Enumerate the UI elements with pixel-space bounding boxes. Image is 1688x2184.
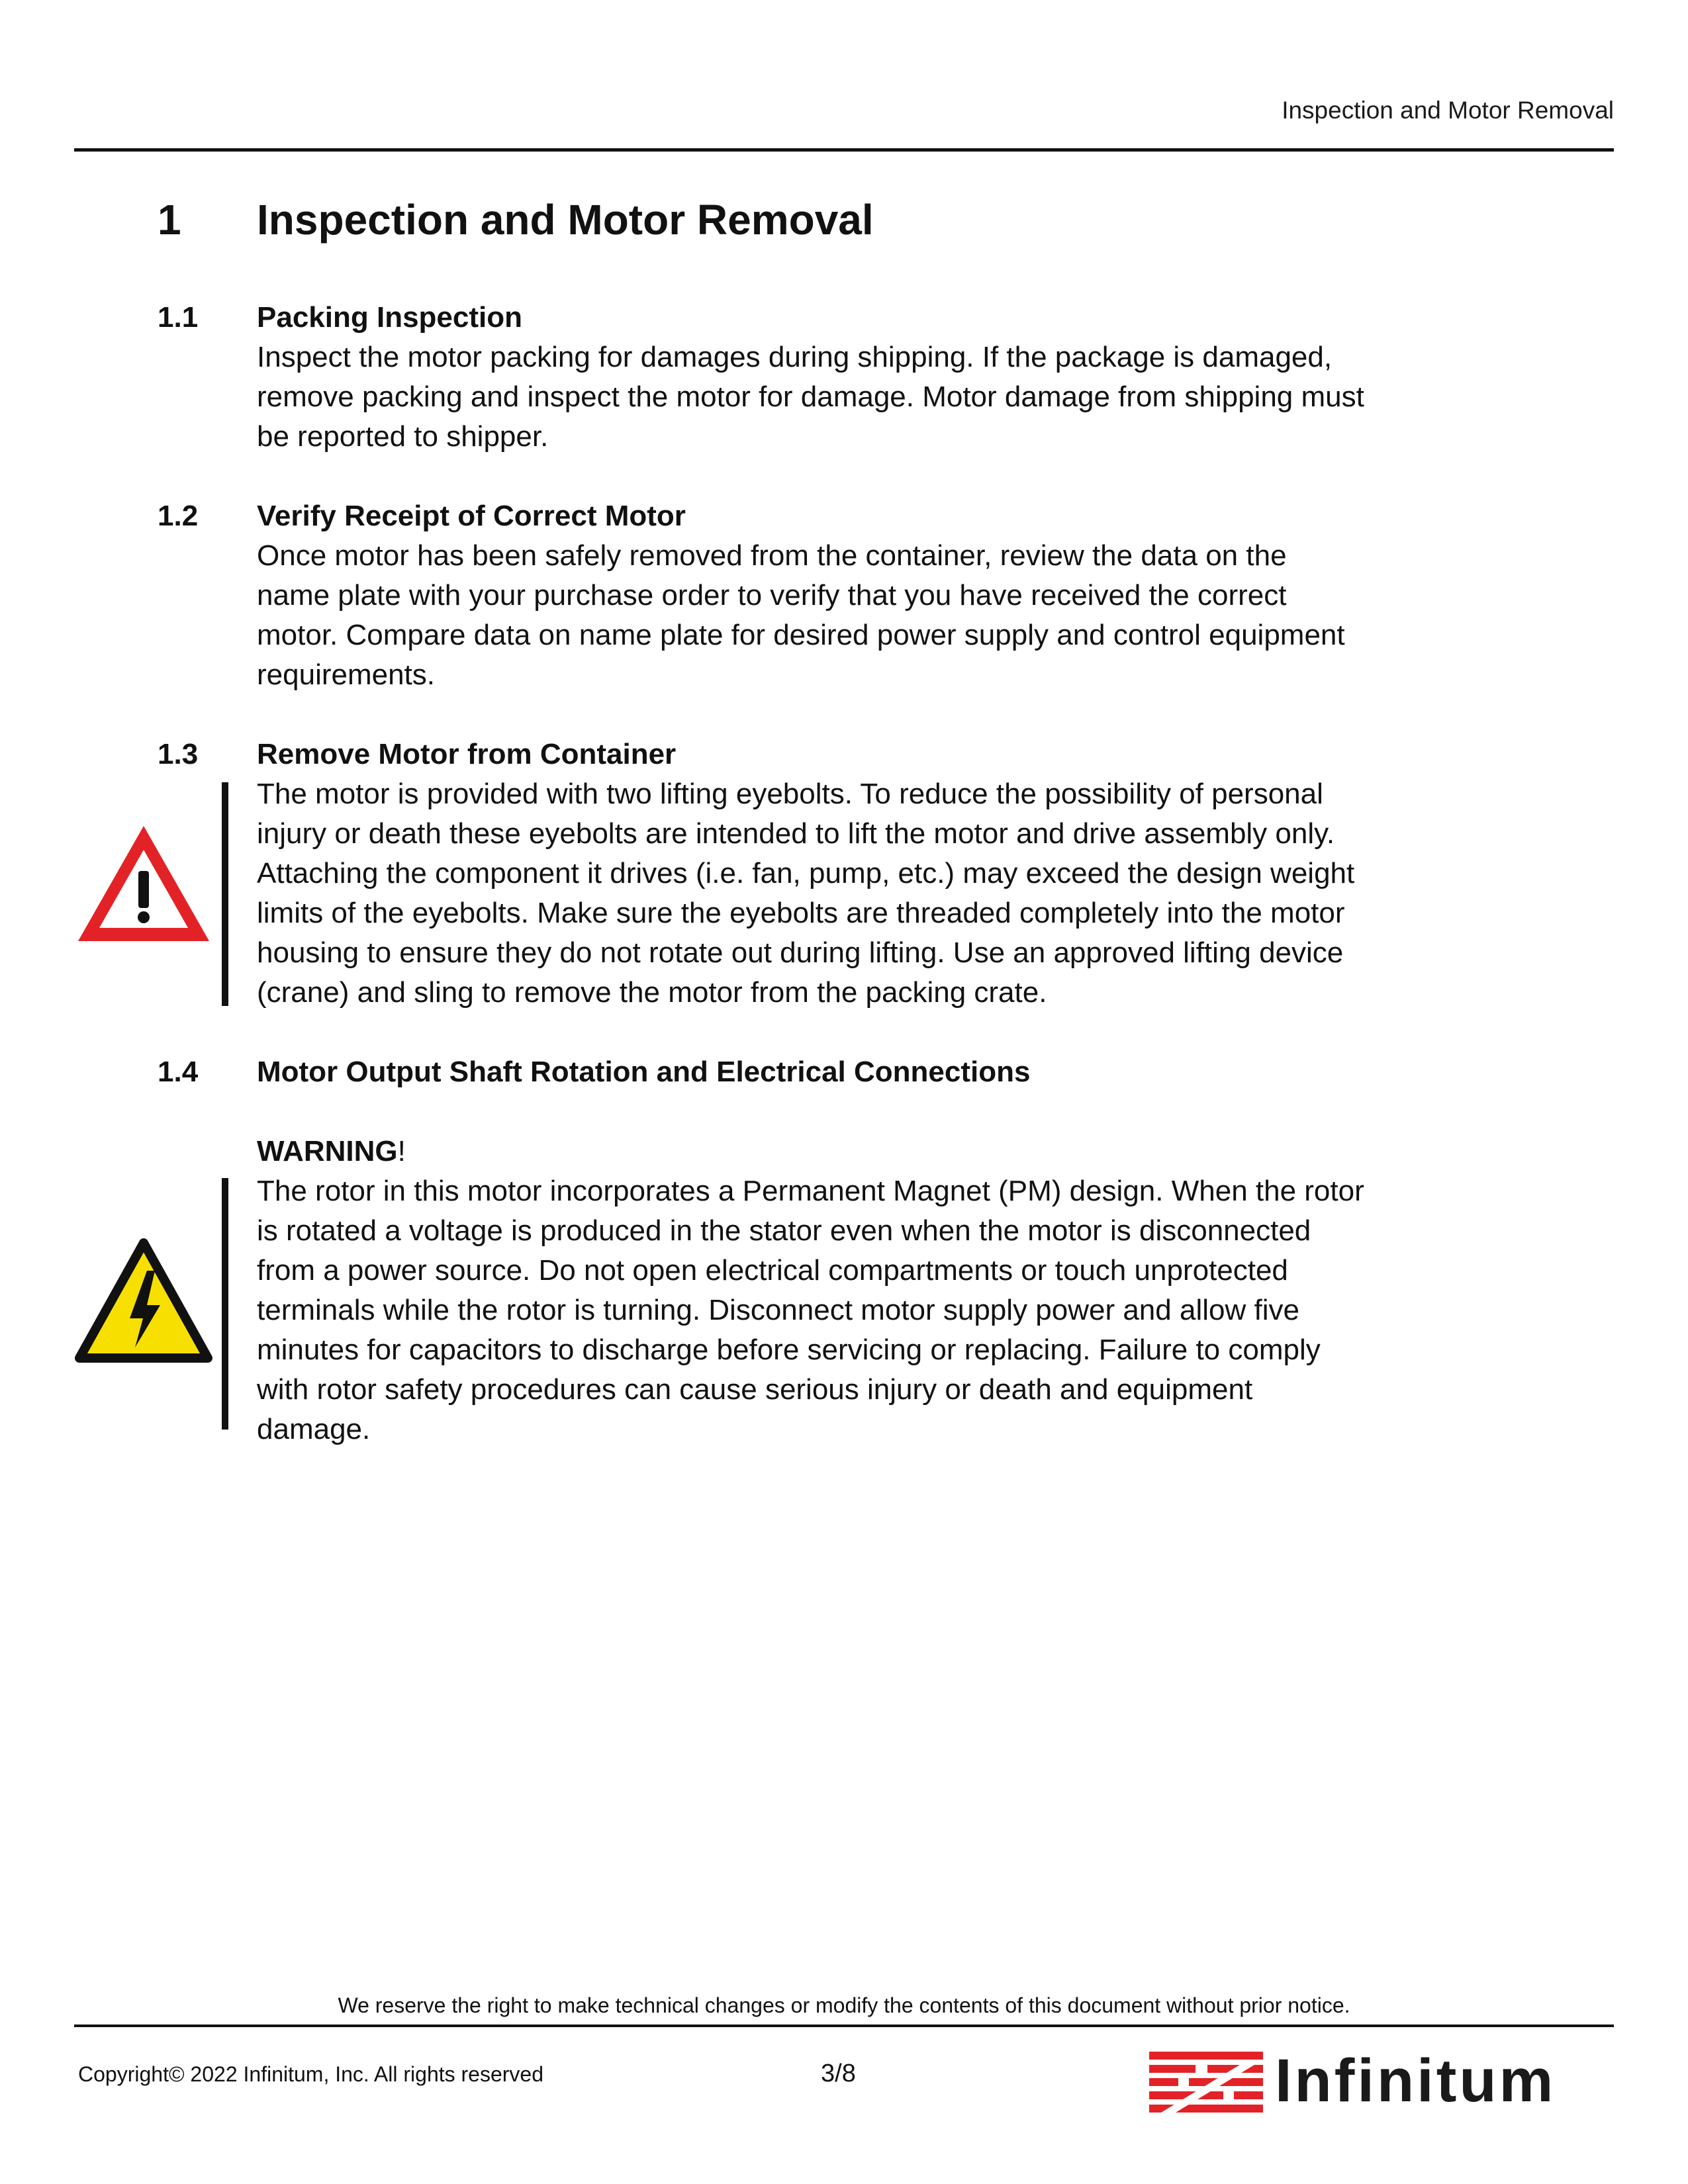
body-line: motor. Compare data on name plate for desired power supply and control equipment (257, 619, 1345, 651)
warning-mark: ! (397, 1135, 406, 1167)
warning-label (257, 1132, 1554, 1171)
section-title: Verify Receipt of Correct Motor (257, 500, 686, 532)
section-number: 1.4 (158, 1056, 199, 1088)
section-shaft-rotation (257, 1052, 1554, 1449)
section-packing-inspection (257, 298, 1554, 457)
body-line: terminals while the rotor is turning. Disconnect motor supply power and allow five (257, 1294, 1299, 1326)
body-line: name plate with your purchase order to verify that you have received the correct (257, 579, 1287, 612)
chapter-number: 1 (158, 196, 181, 244)
body-line: with rotor safety procedures can cause serious injury or death and equipment (257, 1373, 1253, 1406)
body-line: minutes for capacitors to discharge before servicing or replacing. Failure to comply (257, 1334, 1321, 1366)
section-title: Remove Motor from Container (257, 738, 677, 770)
section-remove-motor (257, 735, 1554, 1013)
high-voltage-icon (73, 1236, 214, 1369)
chapter-title: Inspection and Motor Removal (257, 196, 874, 244)
body-line: housing to ensure they do not rotate out during lifting. Use an approved lifting device (257, 936, 1344, 969)
hazard-side-bar (222, 1178, 228, 1430)
copyright: Copyright© 2022 Infinitum, Inc. All rights reserved (78, 2062, 544, 2086)
body-line: requirements. (257, 659, 436, 691)
body-line: damage. (257, 1413, 371, 1445)
header-rule (74, 148, 1614, 152)
section-title: Motor Output Shaft Rotation and Electrical Connections (257, 1056, 1031, 1088)
section-number: 1.3 (158, 738, 199, 770)
body-line: remove packing and inspect the motor for damage. Motor damage from shipping must (257, 381, 1364, 413)
warning-word: WARNING (257, 1135, 398, 1167)
footer-notice: We reserve the right to make technical changes or modify the contents of this document without prior notice. (338, 1993, 1350, 2017)
body-line: Inspect the motor packing for damages during shipping. If the package is damaged, (257, 341, 1333, 373)
section-number: 1.2 (158, 500, 199, 532)
footer-rule (74, 2025, 1614, 2027)
body-line: (crane) and sling to remove the motor from the packing crate. (257, 976, 1047, 1009)
warning-triangle-icon (73, 821, 214, 950)
running-header: Inspection and Motor Removal (1282, 97, 1614, 124)
body-line: from a power source. Do not open electrical compartments or touch unprotected (257, 1254, 1288, 1287)
section-number: 1.1 (158, 301, 199, 334)
infinitum-logo-icon (1149, 2052, 1263, 2121)
spacer (257, 1092, 1554, 1132)
brand-name: Infinitum (1275, 2047, 1556, 2115)
body-line: limits of the eyebolts. Make sure the eyebolts are threaded completely into the motor (257, 897, 1345, 929)
body-line: injury or death these eyebolts are intended to lift the motor and drive assembly only. (257, 817, 1335, 850)
body-line: is rotated a voltage is produced in the stator even when the motor is disconnected (257, 1214, 1311, 1247)
page-number: 3/8 (821, 2060, 856, 2087)
body-line: be reported to shipper. (257, 420, 549, 453)
body-line: Attaching the component it drives (i.e. fan, pump, etc.) may exceed the design weight (257, 857, 1355, 889)
body-line: The rotor in this motor incorporates a Permanent Magnet (PM) design. When the rotor (257, 1175, 1364, 1207)
body-line: The motor is provided with two lifting eyebolts. To reduce the possibility of personal (257, 778, 1323, 810)
section-verify-receipt (257, 496, 1554, 695)
warning-side-bar (222, 782, 228, 1006)
body-line: Once motor has been safely removed from the container, review the data on the (257, 539, 1287, 572)
section-title: Packing Inspection (257, 301, 522, 334)
